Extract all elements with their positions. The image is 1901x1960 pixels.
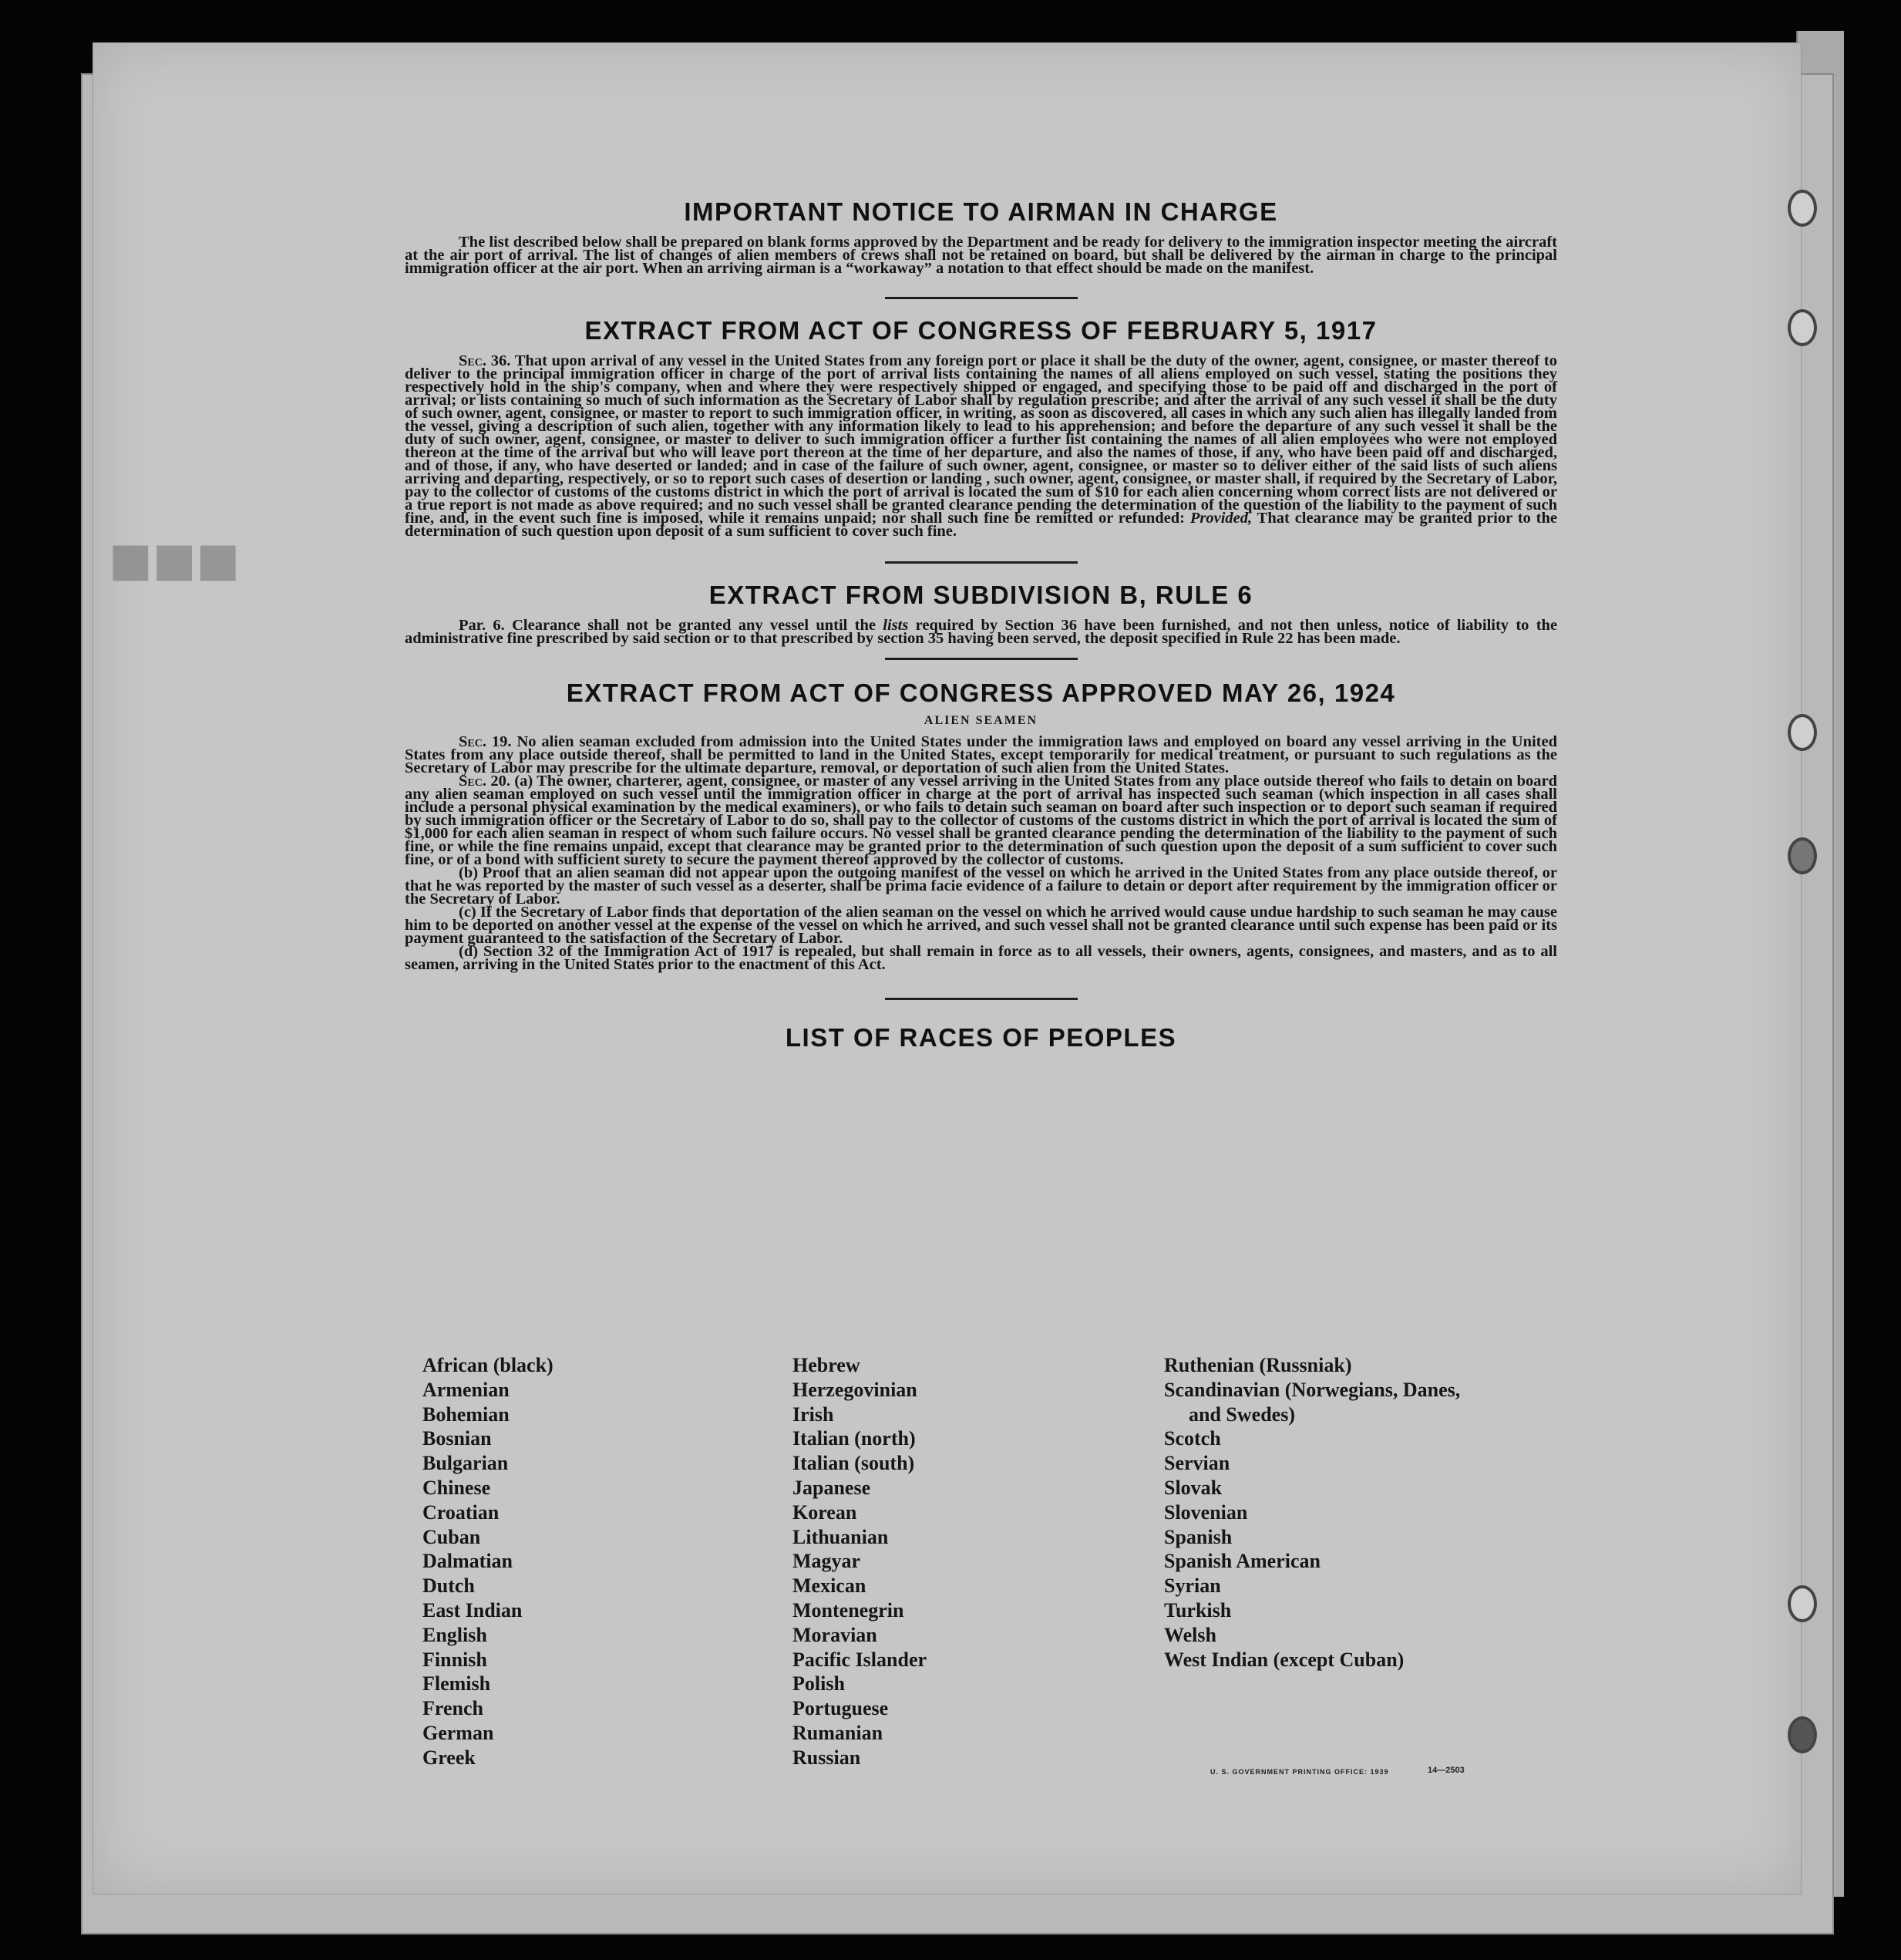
race-list-item: Flemish [422, 1672, 491, 1696]
race-list-item: Servian [1164, 1452, 1230, 1475]
race-list-item: Pacific Islander [792, 1648, 927, 1671]
race-list-item: Ruthenian (Russniak) [1164, 1354, 1352, 1376]
race-list-item: Mexican [792, 1574, 866, 1598]
section-divider [885, 297, 1078, 299]
race-list-item: German [422, 1721, 494, 1744]
sec-20c-paragraph: (c) If the Secretary of Labor finds that deportation of the alien seaman on the vessel on which he arrived would cause undue hardship to such seaman he may cause him to be deported on another vessel at the expense of the vessel on which he arrived, and such vessel shall not be granted clearance until such expense has been paid or its payment guaranteed to the satisfaction of the Secretary of Labor. [405, 904, 1557, 947]
race-list-item: Scotch [1164, 1427, 1221, 1450]
race-list-item: Lithuanian [792, 1525, 889, 1548]
race-list-item: East Indian [422, 1598, 523, 1622]
race-list-item: Croatian [422, 1500, 500, 1524]
section-divider [885, 561, 1078, 564]
sec-36-paragraph [405, 352, 1557, 540]
par-6-text-b: required by Section 36 have been furnished, and not then unless, notice of liability to the administrative fine prescribed by said section or to that prescribed by section 35 having been served, the deposit specified in Rule 22 has been made. [405, 617, 1558, 647]
race-list-item: Scandinavian (Norwegians, Danes, [1164, 1378, 1461, 1401]
binder-hole [1788, 309, 1817, 346]
document-content [405, 193, 1557, 1052]
notice-body [405, 236, 1557, 275]
race-list-item: Cuban [422, 1525, 481, 1548]
race-list-item: Montenegrin [792, 1598, 904, 1622]
race-list-item: Dalmatian [422, 1550, 513, 1573]
race-list-item: African (black) [422, 1354, 553, 1376]
race-list-item: Welsh [1164, 1623, 1216, 1646]
proviso-label: Provided, [1189, 510, 1253, 527]
sec-36-text: That upon arrival of any vessel in the United States from any foreign port or place it shall be the duty of the owner, agent, consignee, or master thereof to deliver to the principal immigration officer in charge of the port of arrival lists containing the names of all aliens employed on such vessel, stating the positions they respectively hold in the ship's company, when and where they were respectively shipped or engaged, and specifying those to be paid off and discharged in the port of arrival; or lists containing so much of such information as the Secretary of Labor shall by regulation prescribe; and after the arrival of any such vessel it shall be the duty of such owner, agent, consignee, or master to report to such immigration officer, in writing, as soon as discovered, all cases in which any such alien has illegally landed from the vessel, giving a description of such alien, together with any information likely to lead to his apprehension; and before the departure of any such vessel it shall be the duty of such owner, agent, consignee, or master to deliver to such immigration officer a further list containing the names of all alien employees who were not employed thereon at the time of the arrival but who will leave port thereon at the time of her departure, and also the names of those, if any, who have been paid off and discharged, and of those, if any, who have deserted or landed; and in case of the failure of such owner, agent, consignee, or master so to deliver either of the said lists of such aliens arriving and departing, respectively, or so to report such cases of desertion or landing , such owner, agent, consignee, or master shall, if required by the Secretary of Labor, pay to the collector of customs of the customs district in which the port of arrival is located the sum of $10 for each alien concerning whom correct lists are not delivered or a true report is not made as above required; and no such vessel shall be granted clearance pending the determination of the question of the liability to the payment of such fine, and, in the event such fine is imposed, while it remains unpaid; nor shall such fine be remitted or refunded: [405, 352, 1557, 527]
race-list-item: Hebrew [792, 1354, 860, 1376]
bleed-through-mark: ■■■ [109, 533, 241, 587]
binder-hole [1788, 190, 1817, 227]
sec-19-text: No alien seaman excluded from admission into the United States under the immigration laws and employed on board any vessel arriving in the United States from any place outside thereof, shall be permitted to land in the United States, except temporarily for medical treatment, or pursuant to such regulations as the Secretary of Labor may prescribe for the ultimate departure, removal, or deportation of such alien from the United States. [405, 733, 1557, 776]
sec-20b-paragraph: (b) Proof that an alien seaman did not appear upon the outgoing manifest of the vessel on which he arrived in the United States from any place outside thereof, or that he was reported by the master of such vessel as a deserter, shall be prima facie evidence of a failure to detain or deport after requirement by the immigration officer or the Secretary of Labor. [405, 864, 1557, 908]
sec-20a-text: (a) The owner, charterer, agent, consignee, or master of any vessel arriving in the United States from any place outside thereof who fails to detain on board any alien seaman employed on such vessel until the immigration officer in charge at the port of arrival has inspected such seaman (which inspection in all cases shall include a personal physical examination by the medical examiners), or who fails to detain such seaman on board after such inspection or to deport such seaman if required by such immigration officer or the Secretary of Labor to do so, shall pay to the collector of customs of the customs district in which the port of arrival is located the sum of $1,000 for each alien seaman in respect of whom such failure occurs. No vessel shall be granted clearance pending the determination of the liability to the payment of such fine, or while the fine remains unpaid, except that clearance may be granted prior to the determination of such question upon the deposit of a sum sufficient to cover such fine, or of a bond with sufficient surety to secure the payment thereof approved by the collector of customs. [405, 773, 1557, 868]
race-list-item: Italian (south) [792, 1452, 915, 1475]
race-list-item: Rumanian [792, 1721, 883, 1744]
race-list-item: Korean [792, 1500, 857, 1524]
race-list-item: Irish [792, 1403, 834, 1426]
sec-20-label: Sec. 20. [459, 773, 510, 790]
notice-text: The list described below shall be prepared on blank forms approved by the Department and be ready for delivery to the immigration inspector meeting the aircraft at the air port of arrival. The list of changes of alien members of crews shall not be retained on board, but shall be delivered by the airman in charge to the principal immigration officer at the air port. When an arriving airman is a “workaway” a notation to that effect should be made on the manifest. [405, 234, 1557, 277]
races-column-1 [422, 1353, 553, 1770]
race-list-item: Bosnian [422, 1427, 492, 1450]
printer-imprint: U. S. GOVERNMENT PRINTING OFFICE: 1939 [1210, 1768, 1389, 1776]
race-list-item: Russian [792, 1746, 861, 1769]
race-list-item: Spanish American [1164, 1550, 1321, 1573]
binder-hole [1788, 837, 1817, 874]
binder-hole [1788, 1716, 1817, 1753]
par-6-paragraph [405, 619, 1557, 645]
race-list-item: and Swedes) [1189, 1403, 1295, 1426]
race-list-item: Spanish [1164, 1525, 1233, 1548]
race-list-item: Portuguese [792, 1697, 889, 1720]
race-list-item: Moravian [792, 1623, 877, 1646]
extract-1924-title: EXTRACT FROM ACT OF CONGRESS APPROVED MAY 26, 1924 [566, 679, 1396, 707]
race-list-item: Turkish [1164, 1598, 1232, 1622]
rule-6-title: EXTRACT FROM SUBDIVISION B, RULE 6 [708, 581, 1253, 609]
proviso-text: That clearance may be granted prior to the determination of such question upon deposit of a sum sufficient to cover such fine. [405, 510, 1557, 540]
races-column-3 [1164, 1353, 1460, 1672]
binder-hole [1788, 1585, 1817, 1622]
sec-20d-paragraph: (d) Section 32 of the Immigration Act of 1917 is repealed, but shall remain in force as to all vessels, their owners, agents, consignees, and masters, and as to all seamen, arriving in the United States prior to the enactment of this Act. [405, 943, 1557, 973]
section-divider [885, 658, 1078, 660]
sec-20a-paragraph [405, 775, 1557, 867]
lists-word: lists [883, 617, 909, 634]
race-list-item: Slovenian [1164, 1500, 1248, 1524]
race-list-item: Greek [422, 1746, 476, 1769]
race-list-item: Dutch [422, 1574, 475, 1598]
race-list-item: Slovak [1164, 1476, 1223, 1499]
race-list-item: English [422, 1623, 487, 1646]
race-list-item: Polish [792, 1672, 845, 1696]
race-list-item: Syrian [1164, 1574, 1221, 1598]
race-list-item: Armenian [422, 1378, 510, 1401]
sec-19-paragraph [405, 733, 1557, 776]
sec-36-label: Sec. 36. [459, 352, 511, 369]
race-list-item: Herzegovinian [792, 1378, 917, 1401]
race-list-item: Finnish [422, 1648, 487, 1671]
race-list-item: West Indian (except Cuban) [1164, 1648, 1405, 1671]
races-column-2 [792, 1353, 927, 1770]
race-list-item: Bohemian [422, 1403, 510, 1426]
section-divider [885, 998, 1078, 1000]
alien-seamen-subtitle: ALIEN SEAMEN [924, 714, 1038, 727]
form-number: 14—2503 [1428, 1766, 1465, 1775]
sec-19-label: Sec. 19. [459, 733, 512, 750]
race-list-item: French [422, 1697, 483, 1720]
race-list-item: Chinese [422, 1476, 491, 1499]
race-list-item: Bulgarian [422, 1452, 509, 1475]
extract-1917-title: EXTRACT FROM ACT OF CONGRESS OF FEBRUARY 5, 1917 [584, 316, 1378, 345]
race-list-item: Japanese [792, 1476, 871, 1499]
races-title: LIST OF RACES OF PEOPLES [785, 1023, 1177, 1052]
binder-hole [1788, 714, 1817, 751]
par-6-text-a: Clearance shall not be granted any vessel until the [512, 617, 876, 634]
par-6-label: Par. 6. [459, 617, 505, 634]
race-list-item: Italian (north) [792, 1427, 916, 1450]
race-list-item: Magyar [792, 1550, 861, 1573]
notice-title: IMPORTANT NOTICE TO AIRMAN IN CHARGE [684, 197, 1278, 226]
